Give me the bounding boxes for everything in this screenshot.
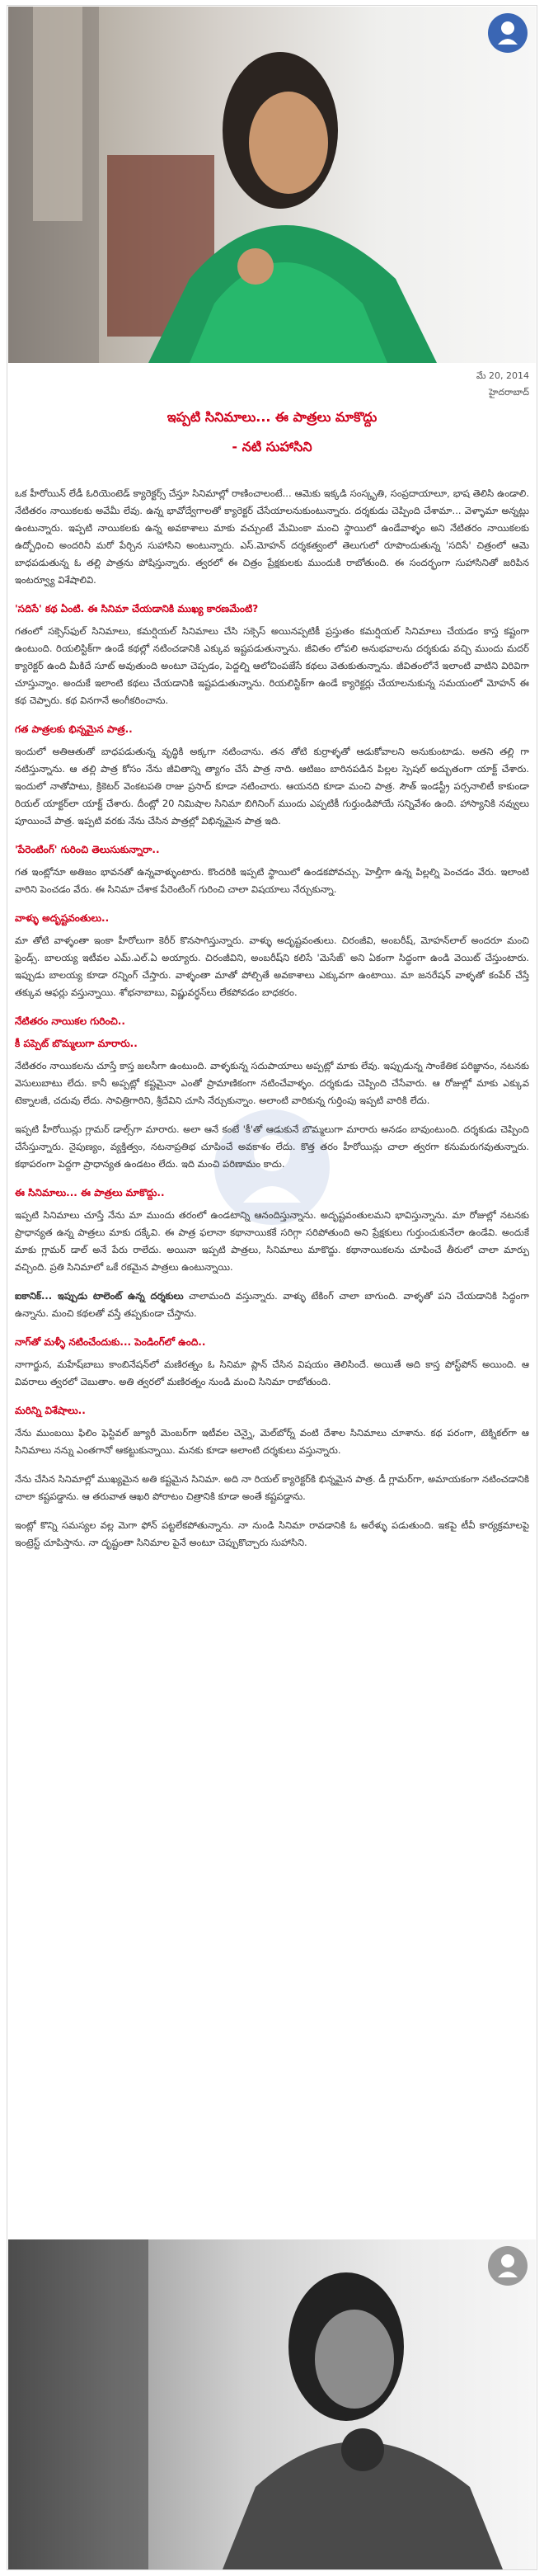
inline-heading: ఐకానిక్... ఇప్పుడు టాలెంట్ ఉన్న దర్శకులు bbox=[15, 1290, 184, 1302]
page-title: ఇప్పటి సినిమాలు... ఈ పాత్రలు మాకొద్దు bbox=[166, 409, 378, 425]
dateline bbox=[476, 368, 529, 401]
section-heading: కీ పప్పెట్ బొమ్మలుగా మారారు.. bbox=[15, 1038, 138, 1049]
paragraph: ఒక హీరోయిన్ లేడీ ఓరియెంటెడ్ క్యారెక్టర్స్ చేస్తూ సినిమాల్లో రాణించాలంటే... ఆమెకు ఇక్కడి సంస్కృతి, సంప్రదాయాలూ, భాష తెలిసి ఉండాలి. నేటితరం నాయికలకు అవేమీ లేవు. ఉన్న భావోద్వేగాలతో క్యారెక్టర్ చేసేయాలనుకుంటున్నారు. దర్శకుడు చెప్పింది చేశామా... వెళ్ళామా అన్నట్లు ఉంటున్నారు. ఇప్పటి నాయికలకు ఉన్న అవకాశాలు మాకు వచ్చుంటే మేమింకా మంచి స్థాయిలో ఉండేవాళ్ళం అని నేటితరం నాయికలకు ఉద్బోధించి అందరినీ మరో పేర్చిన సుహాసిని అంటున్నారు. ఎస్.మోహన్ దర్శకత్వంలో తెలుగులో రూపొందుతున్న 'సదిసే' చిత్రంలో ఆమె బాధపడుతున్న ఓ తల్లి పాత్రను పోషిస్తున్నారు. త్వరలో ఈ చిత్రం ప్రేక్షకులకు ముందుకి రాబోతుంది. ఈ సందర్భంగా సుహాసినితో జరిపిన ఇంటర్వ్యూ విశేషాలివి. bbox=[15, 487, 529, 586]
paragraph bbox=[15, 1288, 529, 1322]
section-heading: 'సదిసే' కథ ఏంటి. ఈ సినిమా చేయడానికి ముఖ్య కారణమేంటి? bbox=[15, 603, 259, 615]
watermark-logo-icon bbox=[486, 2244, 529, 2287]
section-heading: గత పాత్రలకు భిన్నమైన పాత్ర.. bbox=[15, 723, 133, 735]
bottom-photo bbox=[8, 2239, 536, 2569]
paragraph: గత ఇంట్లోనూ అతిజం భావనతో ఉన్నవాళ్ళుంటారు. కొందరికి ఇప్పటి స్థాయిలో ఉండకపోవచ్చు. హెల్తీగా ఉన్న పిల్లల్ని పెంచడం వేరు. ఇలాంటి వారిని పెంచడం వేరు. ఈ సినిమా చేశాక పేరెంటింగ్ గురించి చాలా విషయాలు నేర్చుకున్నా. bbox=[15, 866, 529, 895]
paragraph: ఇప్పటి హీరోయిన్లు గ్లామర్ డాల్స్‌గా మారారు. అలా ఆనే కంటే 'కీ'తో ఆడుకునే బొమ్మలుగా మారారు అనడం బావుంటుంది. దర్శకుడు చెప్పింది చేసేస్తున్నారు. నైపుణ్యం, వ్యక్తిత్వం, నటనాప్రతిభ చూపించే అవకాశం లేదు. కొత్త తరం హీరోయిన్లు చాలా త్వరగా కనుమరుగవుతున్నారు. కథాపరంగా పెద్దగా ప్రాధాన్యత ఉండటం లేదు. ఇది మంచి పరిణామం కాదు. bbox=[15, 1123, 529, 1170]
bottom-photo-art bbox=[8, 2239, 536, 2569]
section-heading: నేటితరం నాయికల గురించి.. bbox=[15, 1015, 125, 1027]
article-place: హైదరాబాద్ bbox=[489, 387, 529, 398]
paragraph: గతంలో సక్సెస్‌ఫుల్ సినిమాలు, కమర్షియల్ సినిమాలు చేసి సక్సెస్ అయినప్పటికీ ప్రస్తుతం కమర్షియల్ సినిమాలు చేయడం కాస్త కష్టంగా ఉంటుంది. రియలిస్టిక్‌గా ఉండే కథల్లో నటించడానికి ఎక్కువ ఇష్టపడుతున్నాను. జీవితం లోపలి అనుభవాలను దర్శకుడు వచ్చి ముందు మదర్ క్యారెక్టర్ ఉంది మీకిదే సూట్ అవుతుంది అంటూ చెప్పడం, పెద్దల్ని ఆలోచింపజేసే కథలు వెతుకుతున్నాను. జీవితంలోనే ఇలాంటి వాటిని విరివిగా చూస్తున్నాం. అందుకే ఇలాంటి కథలు చేయడానికి ఇష్టపడుతున్నాను. రియలిస్టిక్‌గా ఉండే క్యారెక్టర్లు చేయాలనుకున్న సమయంలో మోహన్ ఈ కథ చెప్పారు. కథ వినగానే అంగీకరించాను. bbox=[15, 625, 529, 706]
section-heading: ఈ సినిమాలు... ఈ పాత్రలు మాకొద్దు.. bbox=[15, 1187, 165, 1199]
watermark-logo-icon bbox=[486, 12, 529, 54]
paragraph: నేను చేసిన సినిమాల్లో ముఖ్యమైన అతి కష్టమైన సినిమా. అది నా రియల్ క్యారెక్టర్‌కి భిన్నమైన పాత్ర. డీ గ్లామర్‌గా, అమాయకంగా నటించడానికి చాలా కష్టపడ్డాను. ఆ తరువాత ఆఖరి పోరాటం చిత్రానికి కూడా అంతే కష్టపడ్డాను. bbox=[15, 1473, 529, 1502]
paragraph: ఇంట్లో కొన్ని సమస్యల వల్ల మెగా ఫోన్ పట్టలేకపోతున్నాను. నా నుండి సినిమా రావడానికి ఓ అరేళ్ళు పడుతుంది. ఇకపై టీవీ కార్యక్రమాలపై ఇంట్రెస్ట్ చూపిస్తాను. నా దృష్టంతా సినిమాల పైనే అంటూ చెప్పుకొచ్చారు సుహాసిని. bbox=[15, 1519, 529, 1548]
section-heading: వాళ్ళు అదృష్టవంతులు.. bbox=[15, 912, 110, 924]
paragraph: నేటితరం నాయికలను చూస్తే కాస్త జలసీగా ఉంటుంది. వాళ్ళకున్న సదుపాయాలు అప్పట్లో మాకు లేవు. ఇప్పుడున్న సాంకేతిక పరిజ్ఞానం, నటనకు వెసులుబాటు లేదు. కానీ అప్పట్లో కష్టమైనా ఎంతో ప్రామాణికంగా నటించేవాళ్ళం. దర్శకుడు చెప్పింది చేసేవారు. ఆ రోజుల్లో మాకు ఎక్కువ టెక్నాలజీ, చదువు లేదు. సావిత్రిగారిని, శ్రీదేవిని చూసి నేర్చుకున్నాం. అలాంటి వారికున్న గుర్తింపు ఇప్పటి వారికి లేదు. bbox=[15, 1060, 529, 1106]
paragraph: మా తోటి వాళ్ళంతా ఇంకా హీరోలుగా కెరీర్ కొనసాగిస్తున్నారు. వాళ్ళు అదృష్టవంతులు. చిరంజీవి, అంబరీష్, మోహన్‌లాల్ అందరూ మంచి ఫ్రెండ్స్. బాలయ్య ఇటీవల ఎమ్.ఎల్.ఏ అయ్యారు. చిరంజీవిని, అంబరీష్‌ని కలిసే 'మెసేజ్' అని ఏకంగా సిద్ధంగా ఉండి వెయిట్ చేస్తుంటారు. ఇప్పుడు బాలయ్య కూడా రన్నింగ్ చేస్తారు. వాళ్ళంతా మాతో పోల్చితే అవకాశాలు ఎక్కువగా ఉంటాయి. మా జనరేషన్ వాళ్ళతో కంపేర్ చేస్తే తక్కువ ఆఫర్లు వస్తున్నాయి. శోభనాబాబు, విష్ణువర్ధన్‌లు లేకపోవడం బాధకరం. bbox=[15, 935, 529, 998]
section-heading: మరిన్ని విశేషాలు.. bbox=[15, 1405, 86, 1416]
top-photo bbox=[8, 7, 536, 363]
paragraph: ఇందులో అతిఆతుతో బాధపడుతున్న వృద్ధికి అక్కగా నటించాను. తన తోటి కుర్రాళ్ళతో ఆడుకోవాలని అనుకుంటాడు. అతని తల్లి గా నటిస్తున్నాను. ఆ తల్లి పాత్ర కోసం నేను జీవితాన్ని త్యాగం చేసే పాత్ర నాది. ఆటిజం బారినపడిన పిల్లల స్పెషల్ అద్భుతంగా యాక్ట్ చేశారు. ఇందులో నాతోపాటు, క్రికెటర్ వెంకటపతి రాజు ప్రసాద్ కూడా నటించారు. ఆయనది కూడా మంచి పాత్ర. సౌత్ ఇండస్ట్రీ పర్సనాలిటీ కాకుండా రియల్ యాక్టర్‌లా యాక్ట్ చేశారు. దీంట్లో 20 నిమిషాల సినిమా బిగినింగ్ ముందు ఎప్పటికీ గుర్తుండిపోయే సన్నివేశం ఉంది. హాస్యానికి నవ్వులు పూయించే పాత్ర. ఇప్పటి వరకు నేను చేసిన పాత్రల్లో విభిన్నమైన పాత్ర ఇది. bbox=[15, 746, 529, 826]
section-heading: నాగ్‌తో మళ్ళీ నటించేందుకు... పెండింగ్‌లో ఉంది.. bbox=[15, 1336, 206, 1348]
section-heading: 'పేరెంటింగ్' గురించి తెలుసుకున్నారా.. bbox=[15, 844, 160, 855]
article-body bbox=[15, 485, 529, 1563]
paragraph: ఇప్పటి సినిమాలు చూస్తే నేను మా ముందు తరంలో ఉండటాన్ని ఆనందిస్తున్నాను. అదృష్టవంతులమని భావిస్తున్నాను. మా రోజుల్లో నటనకు ప్రాధాన్యత ఉన్న పాత్రలు మాకు దక్కేవి. ఈ పాత్ర ఫలానా కథానాయికకే సరిగ్గా సరిపోతుంది అని ప్రేక్షకులు గుర్తుంచుకునేలా ఉండేవి. అందుకే మాకు గ్లామర్ డాల్ అనే పేరు రాలేదు. అయినా ఇప్పటి పాత్రలు, సినిమాలు మాకొద్దు. కథానాయికలను చూపించే తీరులో చాలా మార్పు వచ్చింది. ప్రతి సినిమాలో ఒకే రకమైన పాత్రలు ఉంటున్నాయి. bbox=[15, 1209, 529, 1273]
page-subtitle: - నటి సుహాసిని bbox=[232, 439, 312, 454]
paragraph: నేను ముంబయి ఫిలిం ఫెస్టివల్ జ్యూరీ మెంబర్‌గా ఇటీవల చెన్నై, మెల్‌బోర్న్ వంటి దేశాల సినిమాలు చూశాను. కథ పరంగా, టెక్నికల్‌గా ఆ సినిమాలు నన్ను ఎంతగానో ఆకట్టుకున్నాయి. మనకు కూడా అలాంటి దర్శకులు వస్తున్నారు. bbox=[15, 1427, 529, 1456]
article-date: మే 20, 2014 bbox=[476, 370, 529, 381]
top-photo-art bbox=[8, 7, 536, 363]
paragraph: నాగార్జున, మహేష్‌బాబు కాంబినేషన్‌లో మణిరత్నం ఓ సినిమా ప్లాన్ చేసిన విషయం తెలిసిందే. అయితే అది కాస్త పోస్ట్‌పోన్ అయింది. ఆ వివరాలు త్వరలో చెబుతాం. అతి త్వరలో మణిరత్నం నుండి మంచి సినిమా రాబోతుంది. bbox=[15, 1359, 529, 1387]
paragraph-text: చాలామంది వస్తున్నారు. వాళ్ళు టేకింగ్ చాలా బాగుంది. వాళ్ళతో పని చేయడానికి సిద్ధంగా ఉన్నాను. మంచి కథలతో వస్తే తప్పకుండా చేస్తాను. bbox=[15, 1290, 529, 1319]
